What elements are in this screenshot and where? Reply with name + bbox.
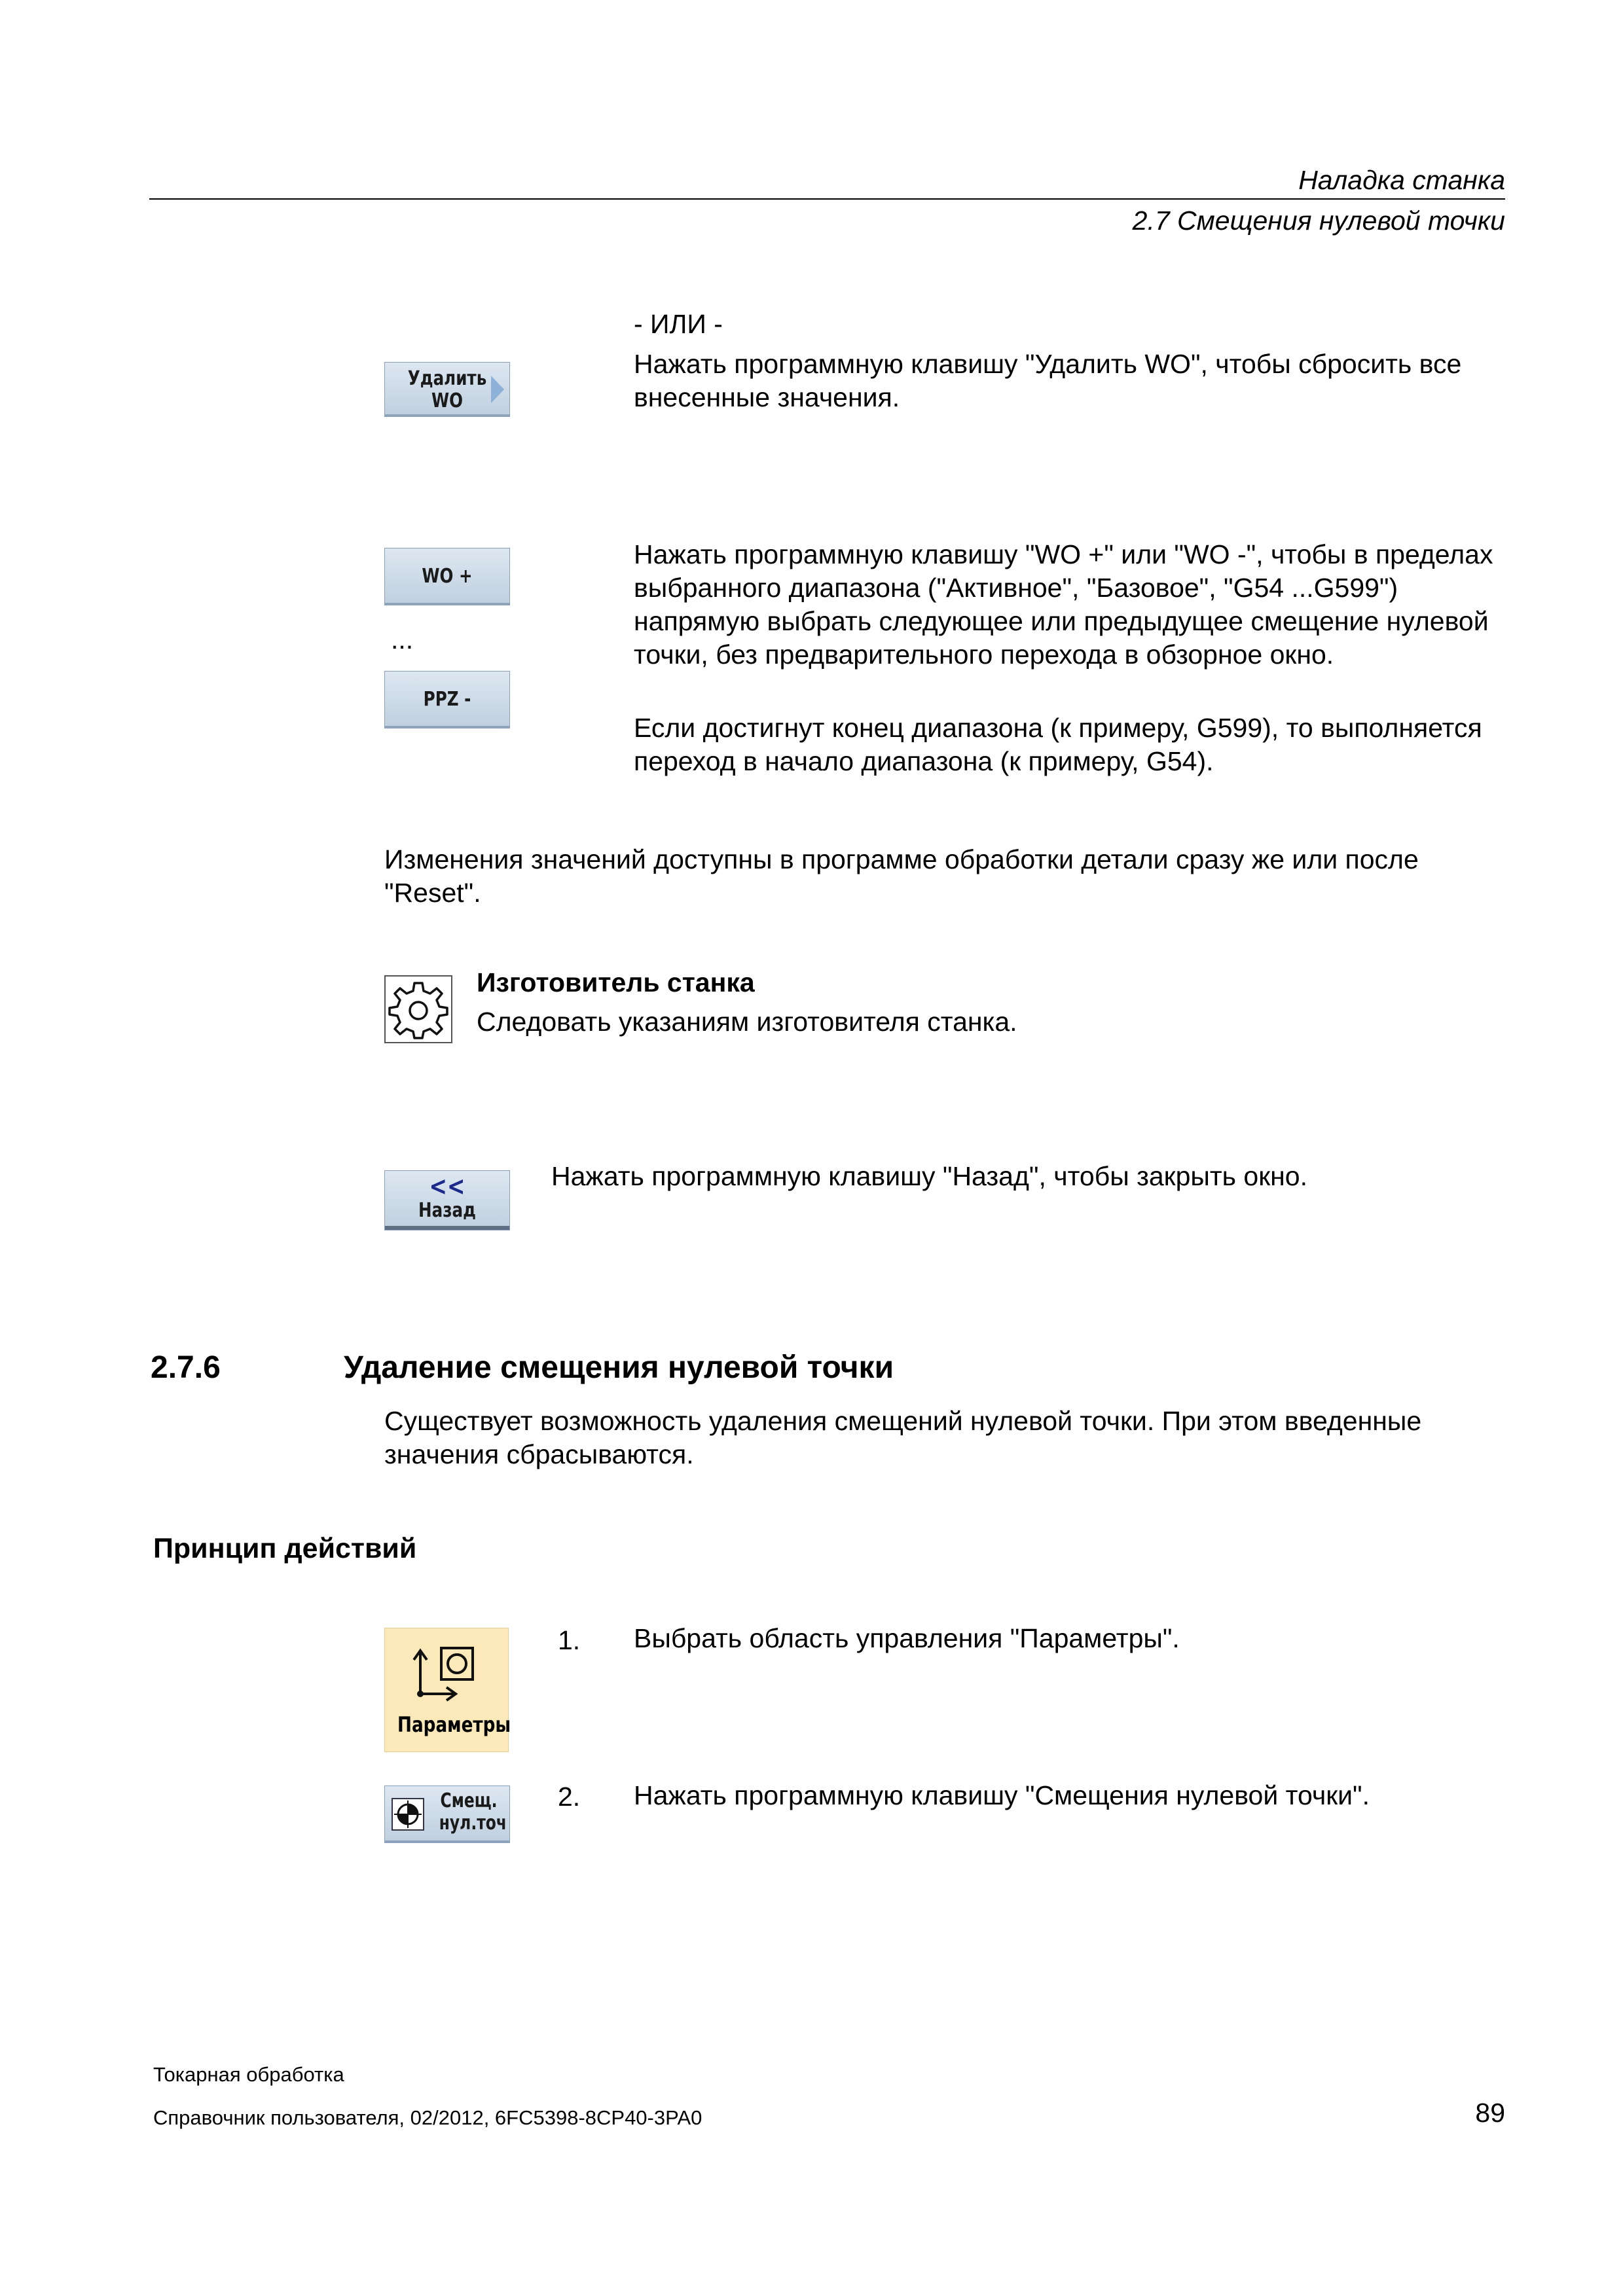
back-softkey[interactable] [384,1170,510,1230]
or-separator: - ИЛИ - [634,309,723,339]
section-title: Удаление смещения нулевой точки [344,1350,894,1385]
footer-book-title: Токарная обработка [153,2063,344,2086]
delete-wo-softkey-line2: WO [431,389,464,412]
zero-offset-icon [392,1798,424,1831]
footer-book-info: Справочник пользователя, 02/2012, 6FC5398-8CP40-3PA0 [153,2106,702,2129]
wo-range-wrap-description: Если достигнут конец диапазона (к примеру, G599), то выполняется переход в начало диапазона (к примеру, G54). [634,713,1482,776]
wo-plus-softkey-label: WO + [422,565,473,588]
zero-offset-softkey[interactable] [384,1785,510,1843]
changes-note: Изменения значений доступны в программе обработки детали сразу же или после "Reset". [384,844,1419,908]
wo-plus-softkey[interactable] [384,548,510,605]
running-header-section: 2.7 Смещения нулевой точки [1132,206,1505,236]
step-2-number: 2. [558,1782,581,1812]
back-arrows-icon: << [429,1172,465,1202]
page-number: 89 [1475,2098,1505,2128]
parameters-button-label: Параметры [397,1712,511,1737]
parameters-icon [409,1643,481,1702]
back-softkey-label: Назад [418,1199,476,1222]
delete-wo-softkey[interactable] [384,362,510,417]
zero-offset-softkey-line1: Смещ. [440,1789,498,1812]
gear-icon [384,975,452,1043]
step-1-number: 1. [558,1625,581,1655]
delete-wo-softkey-line1: Удалить [407,367,487,390]
manufacturer-text: Следовать указаниям изготовителя станка. [477,1007,1017,1037]
wo-minus-softkey[interactable] [384,671,510,728]
section-number: 2.7.6 [151,1350,221,1385]
softkey-range-ellipsis: ... [391,624,414,655]
principle-heading: Принцип действий [153,1533,417,1564]
back-description: Нажать программную клавишу "Назад", чтобы закрыть окно. [551,1161,1307,1191]
parameters-button[interactable] [384,1628,509,1752]
step-1-text: Выбрать область управления "Параметры". [634,1623,1180,1653]
softkey-arrow-icon [491,376,504,403]
delete-wo-description: Нажать программную клавишу "Удалить WO", чтобы сбросить все внесенные значения. [634,349,1462,412]
zero-offset-softkey-line2: нул.точ [439,1812,507,1835]
step-2-text: Нажать программную клавишу "Смещения нулевой точки". [634,1780,1370,1810]
wo-minus-softkey-label: PPZ - [423,688,471,711]
wo-select-description: Нажать программную клавишу "WO +" или "WO -", чтобы в пределах выбранного диапазона ("Активное", "Базовое", "G54 ...G599") напрямую выбрать следующее или предыдущее смещение нулевой точки, без предварительного перехода в обзорное окно. [634,539,1493,670]
header-rule [149,198,1505,200]
running-header-chapter: Наладка станка [1298,165,1505,195]
section-intro: Существует возможность удаления смещений нулевой точки. При этом введенные значения сбрасываются. [384,1406,1422,1469]
manufacturer-title: Изготовитель станка [477,967,755,997]
